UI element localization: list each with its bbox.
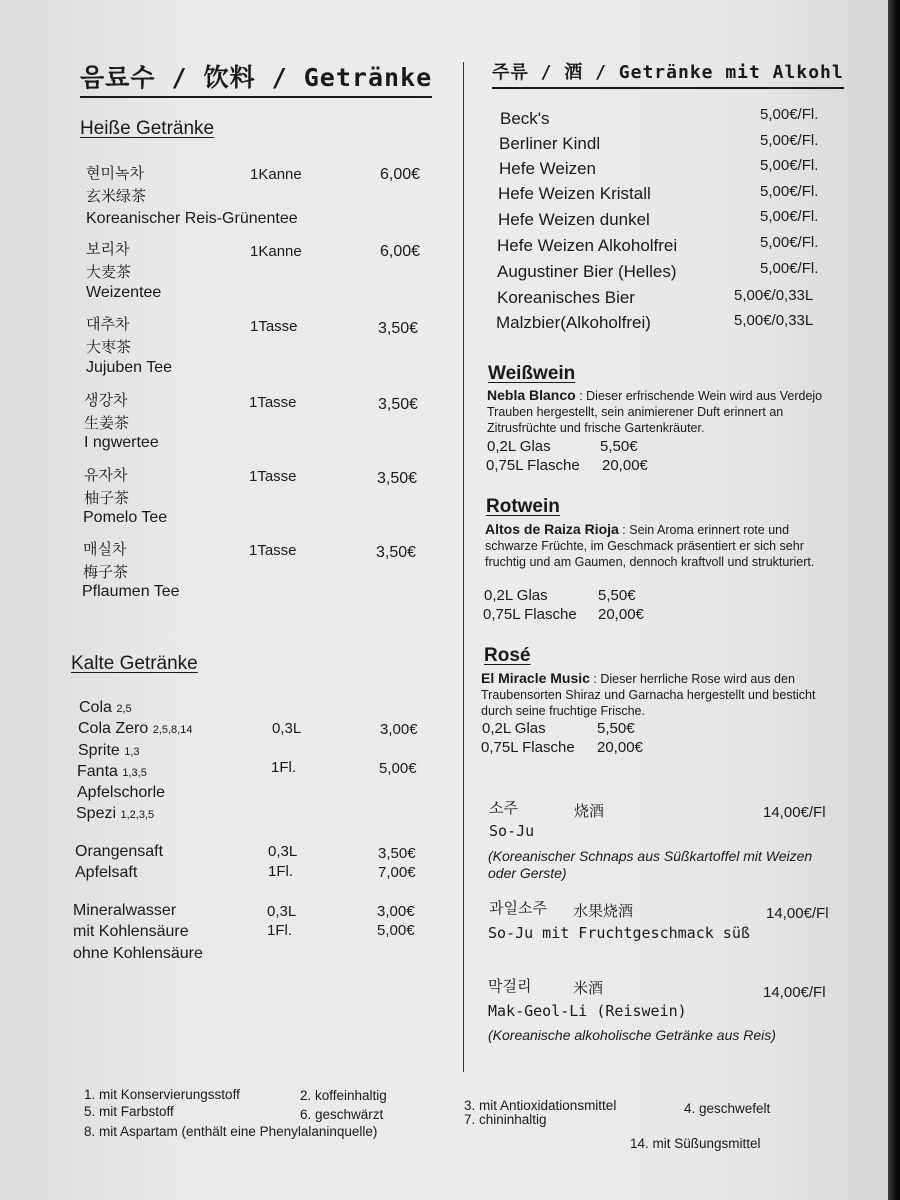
water-name: ohne Kohlensäure xyxy=(73,945,203,962)
juice-size: 1Fl. xyxy=(268,863,294,880)
beer-price: 5,00€/Fl. xyxy=(760,234,819,251)
spirit-korean-name: 막걸리 xyxy=(488,978,532,995)
item-german-name: Jujuben Tee xyxy=(86,359,172,376)
wine-description xyxy=(481,670,826,719)
water-name: mit Kohlensäure xyxy=(73,923,189,940)
rose-wine-heading: Rosé xyxy=(484,645,531,666)
beer-name: Koreanisches Bier xyxy=(497,288,635,307)
item-unit: 1Kanne xyxy=(250,166,302,183)
footnote: 7. chininhaltig xyxy=(464,1112,547,1127)
soda-size: 1Fl. xyxy=(271,759,297,776)
bottle-price: 20,00€ xyxy=(598,606,644,623)
wine-text: : Dieser erfrischende Wein wird aus Verdejo Trauben hergestellt, sein animierener Duft erinnert an Zitrusfrüchte und frische Gartenkräuter. xyxy=(487,389,823,435)
wine-text: : Dieser herrliche Rose wird aus den Traubensorten Shiraz und Garnacha hergestellt und besticht durch seine fruchtige Frische. xyxy=(481,672,816,718)
item-price: 3,50€ xyxy=(378,396,419,413)
additive-codes: 1,3 xyxy=(124,746,140,758)
soda-item xyxy=(76,805,154,823)
beer-price: 5,00€/Fl. xyxy=(760,208,819,225)
item-korean-name: 보리차 xyxy=(86,241,130,258)
item-price: 3,50€ xyxy=(378,320,419,337)
item-unit: 1Tasse xyxy=(249,468,297,485)
beer-price: 5,00€/Fl. xyxy=(760,183,819,200)
beer-price: 5,00€/Fl. xyxy=(760,260,819,277)
bottle-price: 20,00€ xyxy=(602,457,648,474)
wine-name: Nebla Blanco xyxy=(487,387,576,403)
glass-price: 5,50€ xyxy=(597,720,635,737)
spirit-note: (Koreanischer Schnaps aus Süßkartoffel mit Weizen oder Gerste) xyxy=(488,848,813,881)
drinks-title: 음료수 / 饮料 / Getränke xyxy=(80,58,432,98)
red-wine-heading: Rotwein xyxy=(486,496,560,517)
footnote: 1. mit Konservierungsstoff xyxy=(84,1087,240,1102)
bottle-size: 0,75L Flasche xyxy=(486,457,580,474)
beer-name: Hefe Weizen dunkel xyxy=(498,210,650,229)
soda-item xyxy=(78,742,140,760)
wine-name: El Miracle Music xyxy=(481,670,590,686)
item-chinese-name: 梅子茶 xyxy=(83,564,129,581)
juice-name: Orangensaft xyxy=(75,843,164,860)
item-chinese-name: 玄米绿茶 xyxy=(86,188,147,205)
spirit-chinese-name: 烧酒 xyxy=(574,803,605,820)
additive-codes: 2,5,8,14 xyxy=(152,724,193,736)
water-price: 5,00€ xyxy=(377,922,415,939)
soda-price: 3,00€ xyxy=(380,721,418,738)
water-name: Mineralwasser xyxy=(73,902,177,919)
juice-price: 3,50€ xyxy=(378,845,416,862)
item-unit: 1Tasse xyxy=(250,318,298,335)
footnote: 6. geschwärzt xyxy=(300,1107,384,1122)
column-divider xyxy=(463,62,464,1072)
wine-text: : Sein Aroma erinnert rote und schwarze Früchte, im Geschmack präsentiert er sich sehr fruchtig und am Gaumen, dennoch kraftvoll und strukturiert. xyxy=(485,523,815,569)
soda-item xyxy=(79,699,132,717)
glass-price: 5,50€ xyxy=(598,587,636,604)
footnote: 5. mit Farbstoff xyxy=(84,1104,174,1119)
soda-price: 5,00€ xyxy=(379,760,417,777)
item-price: 6,00€ xyxy=(380,166,421,183)
item-chinese-name: 大麦茶 xyxy=(86,264,132,281)
item-korean-name: 유자차 xyxy=(84,467,128,484)
wine-description xyxy=(487,387,827,436)
spirit-chinese-name: 米酒 xyxy=(573,980,604,997)
spirit-name: Mak-Geol-Li (Reiswein) xyxy=(488,1002,687,1020)
spirit-price: 14,00€/Fl xyxy=(763,984,826,1001)
item-korean-name: 매실차 xyxy=(83,541,127,558)
spirit-name: So-Ju xyxy=(489,822,535,840)
footnote: 3. mit Antioxidationsmittel xyxy=(464,1098,617,1113)
wine-description xyxy=(485,521,825,570)
item-german-name: Pflaumen Tee xyxy=(82,583,180,600)
soda-name: Cola Zero xyxy=(78,720,149,737)
alcohol-title: 주류 / 酒 / Getränke mit Alkohl xyxy=(492,58,844,89)
item-german-name: Pomelo Tee xyxy=(83,509,168,526)
bottle-size: 0,75L Flasche xyxy=(483,606,577,623)
soda-name: Spezi xyxy=(76,805,117,822)
item-price: 3,50€ xyxy=(377,470,418,487)
water-size: 0,3L xyxy=(267,903,297,920)
soda-item xyxy=(77,763,147,781)
footnote: 2. koffeinhaltig xyxy=(300,1088,387,1103)
item-german-name: Weizentee xyxy=(86,284,162,301)
item-price: 3,50€ xyxy=(376,544,417,561)
spirit-price: 14,00€/Fl xyxy=(766,905,829,922)
footnote: 8. mit Aspartam (enthält eine Phenylalaninquelle) xyxy=(84,1124,378,1139)
cold-drinks-heading: Kalte Getränke xyxy=(71,653,198,674)
soda-name: Fanta xyxy=(77,763,118,780)
glass-price: 5,50€ xyxy=(600,438,638,455)
item-korean-name: 대추차 xyxy=(86,316,130,333)
spirit-name: So-Ju mit Fruchtgeschmack süß xyxy=(488,924,750,942)
spirit-price: 14,00€/Fl xyxy=(763,804,826,821)
footnote: 14. mit Süßungsmittel xyxy=(630,1136,761,1151)
item-german-name: Koreanischer Reis-Grünentee xyxy=(86,210,298,227)
beer-name: Hefe Weizen xyxy=(499,159,597,178)
juice-price: 7,00€ xyxy=(378,864,416,881)
beer-name: Augustiner Bier (Helles) xyxy=(497,262,677,281)
bottle-size: 0,75L Flasche xyxy=(481,739,575,756)
additive-codes: 1,2,3,5 xyxy=(120,809,155,821)
beer-price: 5,00€/0,33L xyxy=(734,312,814,329)
glass-size: 0,2L Glas xyxy=(487,438,551,455)
beer-name: Malzbier(Alkoholfrei) xyxy=(496,313,651,332)
beer-price: 5,00€/0,33L xyxy=(734,287,814,304)
beer-name: Hefe Weizen Alkoholfrei xyxy=(497,236,678,255)
water-price: 3,00€ xyxy=(377,903,415,920)
beer-price: 5,00€/Fl. xyxy=(760,106,819,123)
item-unit: 1Tasse xyxy=(249,542,297,559)
soda-name: Sprite xyxy=(78,742,120,759)
soda-item xyxy=(78,720,192,738)
additive-codes: 2,5 xyxy=(116,703,132,715)
beer-name: Hefe Weizen Kristall xyxy=(498,184,651,203)
item-unit: 1Kanne xyxy=(250,243,302,260)
item-korean-name: 생강차 xyxy=(84,392,128,409)
spirit-chinese-name: 水果烧酒 xyxy=(573,903,634,920)
beer-name: Beck's xyxy=(500,109,550,128)
binder-edge xyxy=(888,0,900,1200)
footnote: 4. geschwefelt xyxy=(684,1101,771,1116)
spirit-korean-name: 소주 xyxy=(489,800,518,817)
juice-name: Apfelsaft xyxy=(75,864,138,881)
juice-size: 0,3L xyxy=(268,843,298,860)
water-size: 1Fl. xyxy=(267,922,293,939)
item-korean-name: 현미녹차 xyxy=(86,165,144,182)
item-price: 6,00€ xyxy=(380,243,421,260)
glass-size: 0,2L Glas xyxy=(484,587,548,604)
hot-drinks-heading: Heiße Getränke xyxy=(80,118,215,139)
glass-size: 0,2L Glas xyxy=(482,720,546,737)
spirit-note: (Koreanische alkoholische Getränke aus Reis) xyxy=(488,1027,776,1043)
wine-name: Altos de Raiza Rioja xyxy=(485,521,619,537)
soda-name: Apfelschorle xyxy=(77,784,166,801)
bottle-price: 20,00€ xyxy=(597,739,643,756)
beer-price: 5,00€/Fl. xyxy=(760,157,819,174)
item-chinese-name: 生姜茶 xyxy=(84,415,130,432)
item-unit: 1Tasse xyxy=(249,394,297,411)
beer-price: 5,00€/Fl. xyxy=(760,132,819,149)
white-wine-heading: Weißwein xyxy=(488,363,576,384)
soda-name: Cola xyxy=(79,699,112,716)
item-chinese-name: 柚子茶 xyxy=(84,490,130,507)
beer-name: Berliner Kindl xyxy=(499,134,601,153)
soda-size: 0,3L xyxy=(272,720,302,737)
item-german-name: I ngwertee xyxy=(84,434,159,451)
soda-item xyxy=(77,784,165,802)
additive-codes: 1,3,5 xyxy=(122,767,147,779)
item-chinese-name: 大枣茶 xyxy=(86,339,132,356)
spirit-korean-name: 과일소주 xyxy=(489,900,547,917)
